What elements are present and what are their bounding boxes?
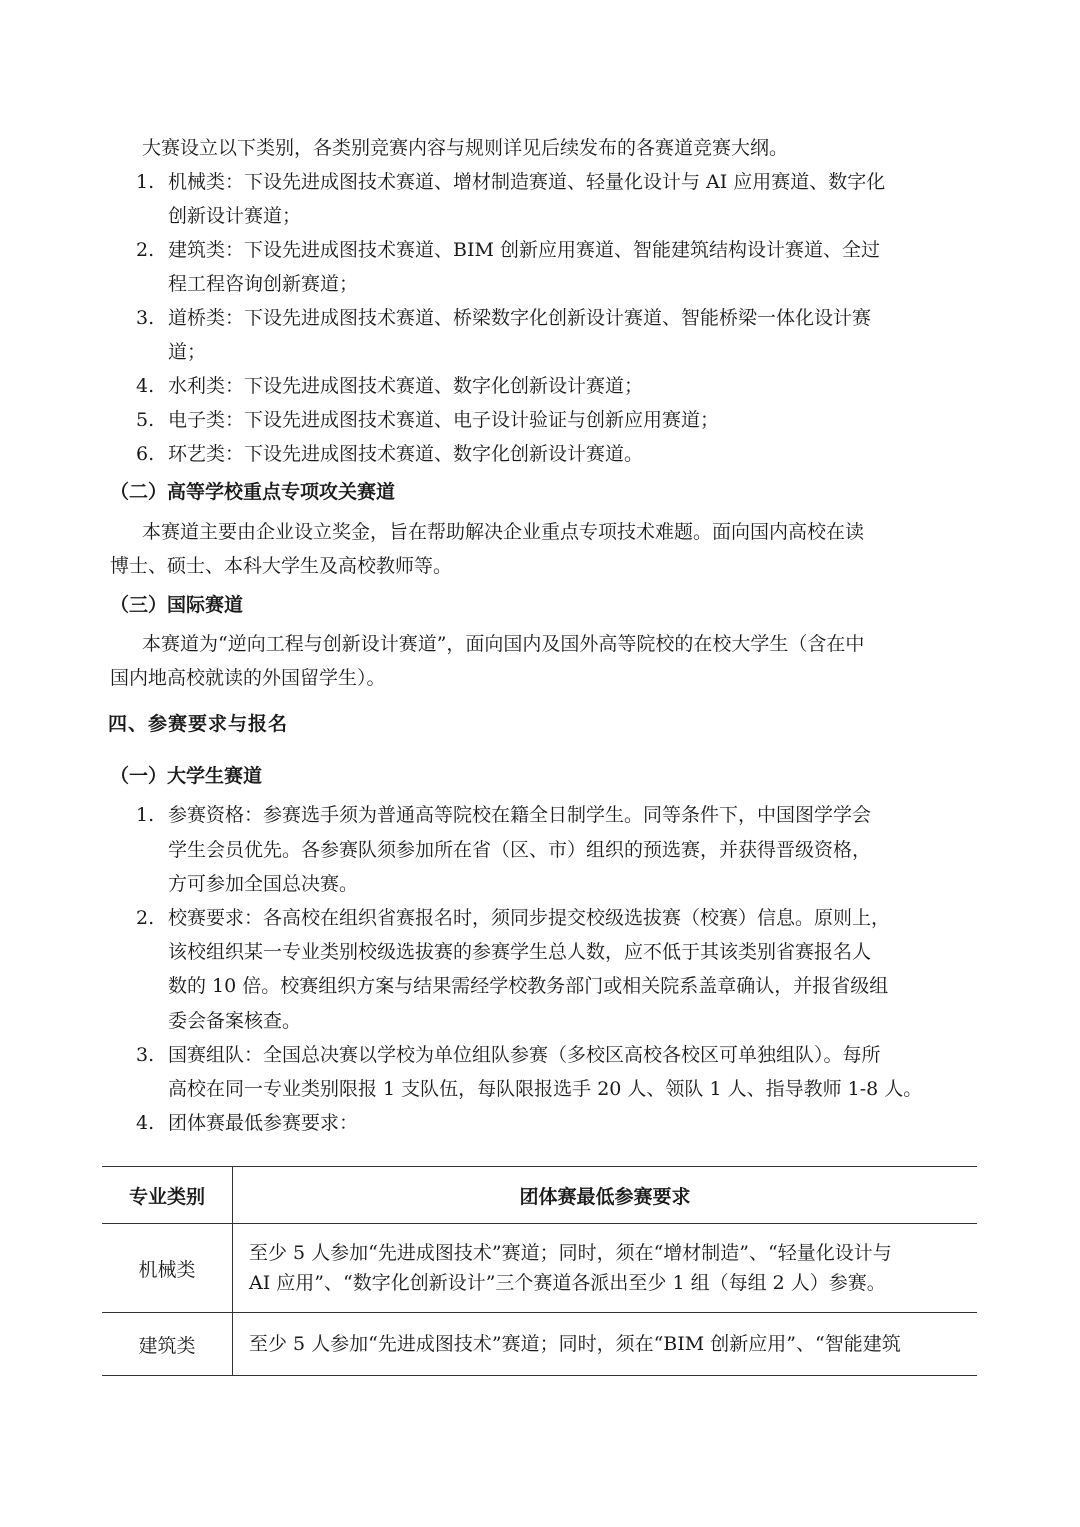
list-text: 建筑类：下设先进成图技术赛道、BIM 创新应用赛道、智能建筑结构设计赛道、全过 <box>168 239 880 261</box>
category-cell: 建筑类 <box>102 1313 233 1376</box>
category-cell: 机械类 <box>102 1224 233 1313</box>
list-text: 道； <box>168 341 207 363</box>
list-number: 2. <box>136 907 155 929</box>
intro-paragraph: 大赛设立以下类别，各类别竞赛内容与规则详见后续发布的各赛道竞赛大纲。 <box>142 137 789 159</box>
list-text: 创新设计赛道； <box>168 205 302 227</box>
list-number: 6. <box>136 443 155 465</box>
chapter-title: 四、参赛要求与报名 <box>108 713 289 735</box>
list-text: 该校组织某一专业类别校级选拔赛的参赛学生总人数，应不低于其该类别省赛报名人 <box>168 941 872 963</box>
list-text: 高校在同一专业类别限报 1 支队伍，每队限报选手 20 人、领队 1 人、指导教师 1-8 人。 <box>168 1078 923 1100</box>
requirement-line: AI 应用”、“数字化创新设计”三个赛道各派出至少 1 组（每组 2 人）参赛。 <box>249 1272 886 1294</box>
section-heading: （三）国际赛道 <box>110 594 244 616</box>
list-text: 电子类：下设先进成图技术赛道、电子设计验证与创新应用赛道； <box>168 409 720 431</box>
list-text: 学生会员优先。各参赛队须参加所在省（区、市）组织的预选赛，并获得晋级资格， <box>168 839 872 861</box>
list-text: 数的 10 倍。校赛组织方案与结果需经学校教务部门或相关院系盖章确认，并报省级组 <box>168 975 889 997</box>
column-header-requirement: 团体赛最低参赛要求 <box>233 1167 978 1224</box>
list-text: 校赛要求：各高校在组织省赛报名时，须同步提交校级选拔赛（校赛）信息。原则上， <box>168 907 891 929</box>
list-text: 水利类：下设先进成图技术赛道、数字化创新设计赛道； <box>168 375 644 397</box>
list-text: 参赛资格：参赛选手须为普通高等院校在籍全日制学生。同等条件下，中国图学学会 <box>168 804 872 826</box>
list-text: 国赛组队：全国总决赛以学校为单位组队参赛（多校区高校各校区可单独组队）。每所 <box>168 1044 881 1066</box>
table-row <box>102 1313 977 1376</box>
section-paragraph: 国内地高校就读的外国留学生）。 <box>110 667 386 689</box>
list-number: 5. <box>136 409 155 431</box>
list-text: 团体赛最低参赛要求： <box>168 1112 359 1134</box>
list-number: 3. <box>136 1044 155 1066</box>
list-text: 程工程咨询创新赛道； <box>168 273 359 295</box>
table-header-row <box>102 1167 977 1224</box>
section-paragraph: 本赛道主要由企业设立奖金，旨在帮助解决企业重点专项技术难题。面向国内高校在读 <box>142 521 865 543</box>
section-heading: （一）大学生赛道 <box>110 765 263 787</box>
column-header-category: 专业类别 <box>102 1167 233 1224</box>
list-text: 方可参加全国总决赛。 <box>168 873 359 895</box>
list-number: 1. <box>136 171 155 193</box>
list-number: 4. <box>136 1112 155 1134</box>
list-text: 机械类：下设先进成图技术赛道、增材制造赛道、轻量化设计与 AI 应用赛道、数字化 <box>168 171 886 193</box>
requirement-cell <box>233 1313 978 1376</box>
requirement-line: 至少 5 人参加“先进成图技术”赛道；同时，须在“BIM 创新应用”、“智能建筑 <box>249 1333 901 1355</box>
table-row <box>102 1224 977 1313</box>
list-text: 委会备案核查。 <box>168 1010 302 1032</box>
section-paragraph: 博士、硕士、本科大学生及高校教师等。 <box>110 555 453 577</box>
list-number: 1. <box>136 804 155 826</box>
list-number: 3. <box>136 307 155 329</box>
requirement-cell <box>233 1224 978 1313</box>
requirements-table <box>102 1166 977 1376</box>
requirement-line: 至少 5 人参加“先进成图技术”赛道；同时，须在“增材制造”、“轻量化设计与 <box>249 1242 892 1264</box>
section-paragraph: 本赛道为“逆向工程与创新设计赛道”，面向国内及国外高等院校的在校大学生（含在中 <box>142 633 865 655</box>
section-heading: （二）高等学校重点专项攻关赛道 <box>110 481 396 503</box>
list-number: 2. <box>136 239 155 261</box>
list-number: 4. <box>136 375 155 397</box>
list-text: 道桥类：下设先进成图技术赛道、桥梁数字化创新设计赛道、智能桥梁一体化设计赛 <box>168 307 872 329</box>
list-text: 环艺类：下设先进成图技术赛道、数字化创新设计赛道。 <box>168 443 644 465</box>
